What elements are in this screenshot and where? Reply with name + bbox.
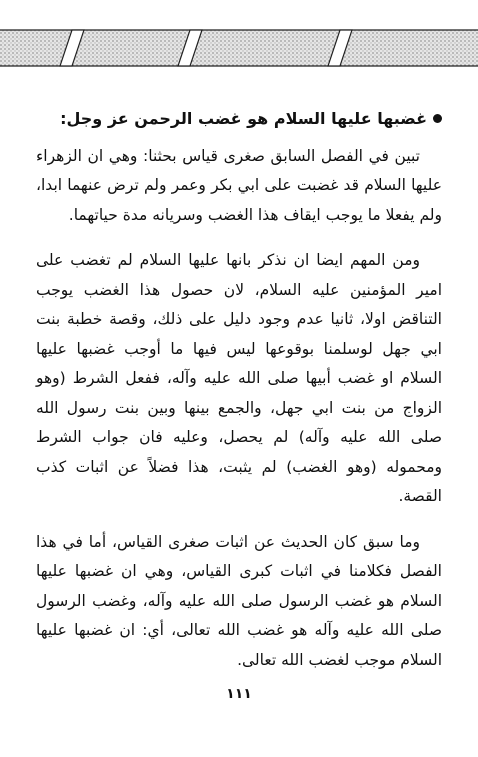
paragraph: ومن المهم ايضا ان نذكر بانها عليها السلام لم تغضب على امير المؤمنين عليه السلام، لان حصول هذا الغضب يوجب التناقض اولا، ثانيا عدم وجود دليل على ذلك، وقصة خطبة بنت ابي جهل لوسلمنا بوقوعها ليس فيها ما أوجب غضبها عليها السلام او غضب أبيها صلى الله عليه وآله، ففعل الشرط (وهو الزواج من بنت ابي جهل، والجمع بينها وبين بنت رسول الله صلى الله عليه وآله) لم يحصل، وعليه فان جواب الشرط ومحموله (وهو الغضب) لم يثبت، هذا فضلاً عن اثبات كذب القصة.	[36, 251, 442, 505]
page-body	[36, 104, 442, 691]
header-ornament-icon	[0, 0, 478, 70]
paragraph: وما سبق كان الحديث عن اثبات صغرى القياس، أما في هذا الفصل فكلامنا في اثبات كبرى القياس، وهي ان غضبها عليها السلام هو غضب الرسول صلى الله عليه وآله، وغضب الرسول صلى الله عليه وآله هو غضب الله تعالى، أي: ان غضبها عليها السلام موجب لغضب الله تعالى.	[36, 532, 442, 669]
bullet-icon	[433, 114, 442, 123]
page-number: ١١١	[226, 686, 252, 702]
section-heading-text: غضبها عليها السلام هو غضب الرحمن عز وجل:	[60, 109, 427, 128]
paragraph: تبين في الفصل السابق صغرى قياس بحثنا: وهي ان الزهراء عليها السلام قد غضبت على ابي بكر وعمر ولم ترض عنهما ابدا، ولم يفعلا ما يوجب ايقاف هذا الغضب وسريانه مدة حياتهما.	[36, 146, 442, 224]
decorative-header-band	[0, 0, 478, 70]
section-heading	[36, 104, 442, 134]
